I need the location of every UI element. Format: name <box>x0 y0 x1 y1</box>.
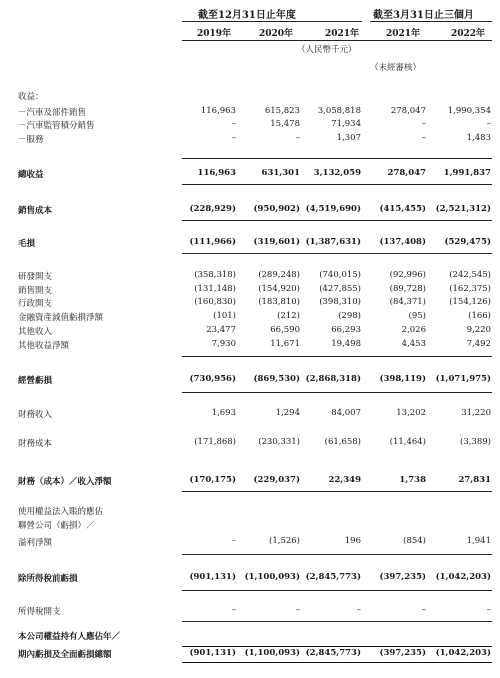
row-value: (154,126) <box>449 297 491 307</box>
row-value: (171,868) <box>194 437 236 447</box>
row-value: 631,301 <box>261 168 300 178</box>
row-value: – <box>486 605 491 615</box>
row-value: (212) <box>277 311 300 321</box>
section-rule <box>182 554 492 555</box>
row-value: (319,601) <box>253 237 300 247</box>
row-label: －汽車及部件銷售 <box>18 108 87 118</box>
row-label: 收益： <box>18 92 44 102</box>
row-value: – <box>356 605 361 615</box>
row-value: 1,693 <box>211 408 236 418</box>
row-value: 19,498 <box>331 339 361 349</box>
total-double-rule-2 <box>182 662 492 663</box>
row-label: 總收益 <box>18 170 44 180</box>
row-value: (230,331) <box>258 437 300 447</box>
row-value: 1,991,837 <box>443 168 491 178</box>
row-value: (1,042,203) <box>435 572 491 582</box>
row-value: – <box>231 133 236 143</box>
row-value: (137,408) <box>379 237 426 247</box>
unit-label: （人民幣千元） <box>297 45 357 55</box>
row-label: 本公司權益持有人應佔年／ <box>18 632 121 642</box>
row-value: 3,058,818 <box>317 106 361 116</box>
row-value: – <box>421 605 426 615</box>
row-value: – <box>231 536 236 546</box>
row-value: (2,845,773) <box>305 572 361 582</box>
row-label: 溢利淨額 <box>18 538 53 548</box>
row-label: －汽車監管積分銷售 <box>18 121 95 131</box>
row-label: 經營虧損 <box>18 376 53 386</box>
row-value: 116,963 <box>200 106 236 116</box>
row-value: 1,294 <box>275 408 300 418</box>
row-value: (415,455) <box>379 204 426 214</box>
row-value: 23,477 <box>206 325 236 335</box>
row-label: －服務 <box>18 135 44 145</box>
row-value: (183,810) <box>258 297 300 307</box>
row-label: 聯營公司（虧損）／ <box>18 521 95 531</box>
row-value: (901,131) <box>189 572 236 582</box>
row-value: (398,310) <box>319 297 361 307</box>
row-value: 66,293 <box>331 325 361 335</box>
row-value: 2,026 <box>401 325 426 335</box>
row-value: (89,728) <box>389 284 426 294</box>
row-value: (160,830) <box>194 297 236 307</box>
row-value: (1,100,093) <box>244 648 300 658</box>
row-label: 其他收入 <box>18 327 53 337</box>
row-label: 財務（成本）／收入淨額 <box>18 477 112 487</box>
row-value: 66,590 <box>270 325 300 335</box>
header-group-quarter: 截至3月31日止三個月 <box>373 10 474 21</box>
row-label: 期內虧損及全面虧損總額 <box>18 650 112 660</box>
row-value: (529,475) <box>444 237 491 247</box>
row-value: (84,371) <box>389 297 426 307</box>
row-value: (854) <box>403 536 426 546</box>
row-value: (358,318) <box>194 270 236 280</box>
year-2021b: 2021年 <box>386 29 421 39</box>
row-value: 7,492 <box>466 339 491 349</box>
row-value: 278,047 <box>390 106 426 116</box>
row-value: (170,175) <box>189 475 236 485</box>
section-rule <box>182 184 492 185</box>
row-label: 毛損 <box>18 239 36 249</box>
row-value: (61,658) <box>324 437 361 447</box>
row-value: 1,483 <box>466 133 491 143</box>
row-value: (3,389) <box>460 437 491 447</box>
row-value: (950,902) <box>253 204 300 214</box>
row-value: – <box>421 119 426 129</box>
row-value: – <box>295 133 300 143</box>
row-value: 1,941 <box>466 536 491 546</box>
row-value: (1,100,093) <box>244 572 300 582</box>
row-value: (101) <box>213 311 236 321</box>
row-label: 財務成本 <box>18 439 53 449</box>
row-value: – <box>421 133 426 143</box>
year-2019: 2019年 <box>197 29 232 39</box>
section-rule <box>182 158 492 159</box>
row-value: (111,966) <box>189 237 236 247</box>
row-value: 27,831 <box>458 475 491 485</box>
row-label: 銷售開支 <box>18 286 53 296</box>
year-2022: 2022年 <box>451 29 486 39</box>
row-label: 銷售成本 <box>18 206 53 216</box>
row-label: 所得稅開支 <box>18 607 61 617</box>
row-value: 11,671 <box>270 339 300 349</box>
row-value: (92,996) <box>389 270 426 280</box>
row-value: 22,349 <box>328 475 361 485</box>
row-value: – <box>231 119 236 129</box>
header-rule-annual <box>182 21 362 22</box>
row-value: (11,464) <box>389 437 426 447</box>
row-value: (1,526) <box>269 536 300 546</box>
row-value: – <box>295 605 300 615</box>
row-value: (740,015) <box>319 270 361 280</box>
row-value: (4,519,690) <box>305 204 361 214</box>
row-label: 財務收入 <box>18 410 53 420</box>
row-value: (166) <box>468 311 491 321</box>
row-value: (242,545) <box>449 270 491 280</box>
row-value: – <box>486 119 491 129</box>
row-value: (1,387,631) <box>305 237 361 247</box>
section-rule <box>182 491 492 492</box>
row-value: 1,738 <box>399 475 426 485</box>
row-value: (162,375) <box>449 284 491 294</box>
row-label: 金融資產減值虧損淨額 <box>18 313 104 323</box>
section-rule <box>182 392 492 393</box>
row-value: 15,478 <box>270 119 300 129</box>
section-rule <box>182 356 492 357</box>
header-group-annual: 截至12月31日止年度 <box>198 10 296 21</box>
row-value: (95) <box>408 311 426 321</box>
row-value: (1,071,975) <box>435 374 491 384</box>
row-value: (131,148) <box>194 284 236 294</box>
row-value: (730,956) <box>189 374 236 384</box>
row-value: (298) <box>338 311 361 321</box>
row-value: 3,132,059 <box>313 168 361 178</box>
total-double-rule-1 <box>182 646 492 647</box>
row-value: 278,047 <box>387 168 426 178</box>
row-value: (2,845,773) <box>305 648 361 658</box>
row-value: – <box>231 605 236 615</box>
row-value: (289,248) <box>258 270 300 280</box>
row-value: 196 <box>344 536 361 546</box>
row-value: (154,920) <box>258 284 300 294</box>
row-label: 使用權益法入賬的應佔 <box>18 507 104 517</box>
row-value: (901,131) <box>189 648 236 658</box>
section-rule <box>182 253 492 254</box>
row-label: 研發開支 <box>18 272 53 282</box>
row-value: (2,868,318) <box>305 374 361 384</box>
row-value: (2,521,312) <box>435 204 491 214</box>
row-value: 31,220 <box>461 408 491 418</box>
row-value: (427,855) <box>319 284 361 294</box>
row-label: 行政開支 <box>18 299 53 309</box>
row-value: 13,202 <box>396 408 426 418</box>
row-value: 71,934 <box>331 119 361 129</box>
row-value: (398,119) <box>379 374 426 384</box>
year-2020: 2020年 <box>259 29 294 39</box>
row-value: (869,530) <box>253 374 300 384</box>
row-value: 84,007 <box>331 408 361 418</box>
row-value: (1,042,203) <box>435 648 491 658</box>
row-value: 615,823 <box>264 106 300 116</box>
row-value: 1,307 <box>336 133 361 143</box>
section-rule <box>182 220 492 221</box>
row-value: (229,037) <box>253 475 300 485</box>
row-value: 7,930 <box>211 339 236 349</box>
row-value: 1,990,354 <box>447 106 491 116</box>
row-label: 其他收益淨額 <box>18 341 70 351</box>
section-rule <box>182 621 492 622</box>
row-value: 4,453 <box>401 339 426 349</box>
row-value: (228,929) <box>189 204 236 214</box>
row-value: 116,963 <box>197 168 236 178</box>
row-label: 除所得稅前虧損 <box>18 574 78 584</box>
section-rule <box>182 590 492 591</box>
row-value: (397,235) <box>379 648 426 658</box>
unaudited-label: （未經審核） <box>370 63 422 73</box>
year-2021a: 2021年 <box>325 29 360 39</box>
header-rule-quarter <box>370 21 492 22</box>
row-value: 9,220 <box>466 325 491 335</box>
year-rule <box>182 40 492 41</box>
row-value: (397,235) <box>379 572 426 582</box>
